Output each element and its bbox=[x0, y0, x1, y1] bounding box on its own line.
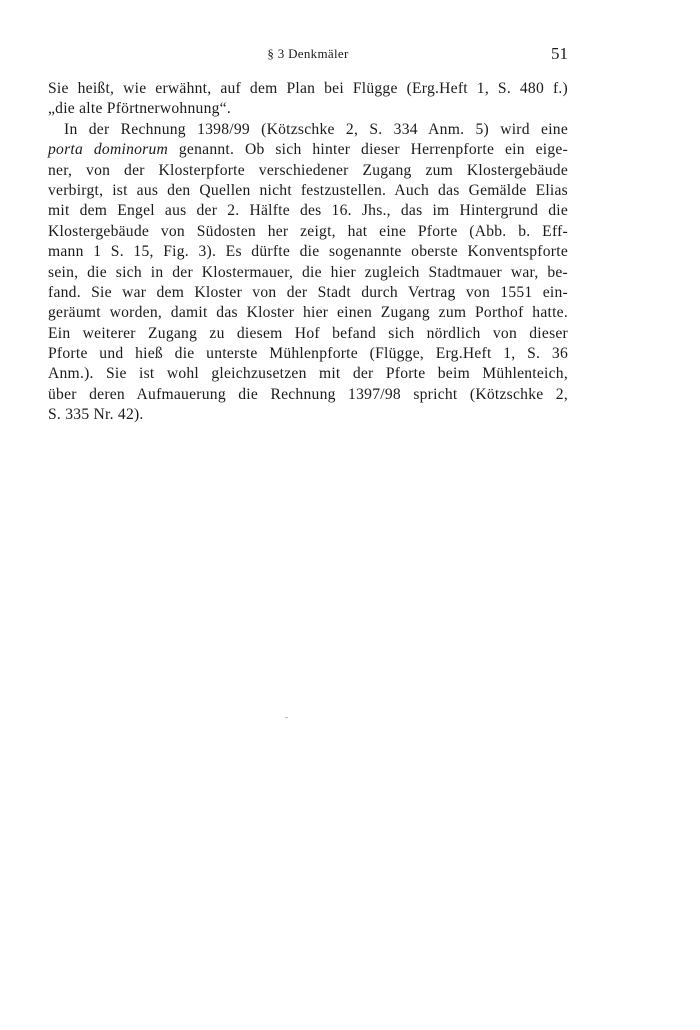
text-line: fand. Sie war dem Kloster von der Stadt durch Vertrag von 1551 ein- bbox=[48, 283, 568, 301]
text-line: Sie heißt, wie erwähnt, auf dem Plan bei Flügge (Erg.Heft 1, S. 480 f.) bbox=[48, 80, 568, 97]
text-line bbox=[48, 140, 568, 160]
text-line: Ein weiterer Zugang zu diesem Hof befand sich nördlich von dieser bbox=[48, 324, 568, 342]
text-line: „die alte Pförtnerwohnung“. bbox=[48, 100, 231, 118]
text-line: ner, von der Klosterpforte verschiedener Zugang zum Klostergebäude bbox=[48, 161, 568, 179]
text-line: In der Rechnung 1398/99 (Kötzschke 2, S. 334 Anm. 5) wird eine bbox=[64, 120, 568, 138]
document-page bbox=[48, 0, 568, 1030]
page-number: 51 bbox=[551, 44, 568, 63]
running-head bbox=[48, 44, 568, 68]
paragraph-1 bbox=[48, 79, 568, 120]
paragraph-2 bbox=[48, 120, 568, 426]
body-text bbox=[48, 79, 568, 426]
text-line: verbirgt, ist aus den Quellen nicht festzustellen. Auch das Gemälde Elias bbox=[48, 181, 568, 199]
text-line: sein, die sich in der Klostermauer, die hier zugleich Stadtmauer war, be- bbox=[48, 263, 568, 281]
text-line: mann 1 S. 15, Fig. 3). Es dürfte die sogenannte oberste Konventspforte bbox=[48, 243, 568, 261]
text-line: über deren Aufmauerung die Rechnung 1397/98 spricht (Kötzschke 2, bbox=[48, 385, 568, 403]
text-line: Pforte und hieß die unterste Mühlenpforte (Flügge, Erg.Heft 1, S. 36 bbox=[48, 345, 568, 363]
text-line: Klostergebäude von Südosten her zeigt, hat eine Pforte (Abb. b. Eff- bbox=[48, 222, 568, 240]
scan-speck bbox=[285, 717, 288, 718]
text-line: mit dem Engel aus der 2. Hälfte des 16. Jhs., das im Hintergrund die bbox=[48, 202, 568, 220]
section-title: § 3 Denkmäler bbox=[267, 46, 349, 61]
text-line: Anm.). Sie ist wohl gleichzusetzen mit der Pforte beim Mühlenteich, bbox=[48, 365, 568, 383]
text-line: S. 335 Nr. 42). bbox=[48, 406, 144, 424]
text-fragment: genannt. Ob sich hinter dieser Herrenpforte ein eige- bbox=[168, 141, 568, 159]
text-line: geräumt worden, damit das Kloster hier einen Zugang zum Porthof hatte. bbox=[48, 304, 568, 322]
latin-term: porta dominorum bbox=[48, 141, 169, 159]
